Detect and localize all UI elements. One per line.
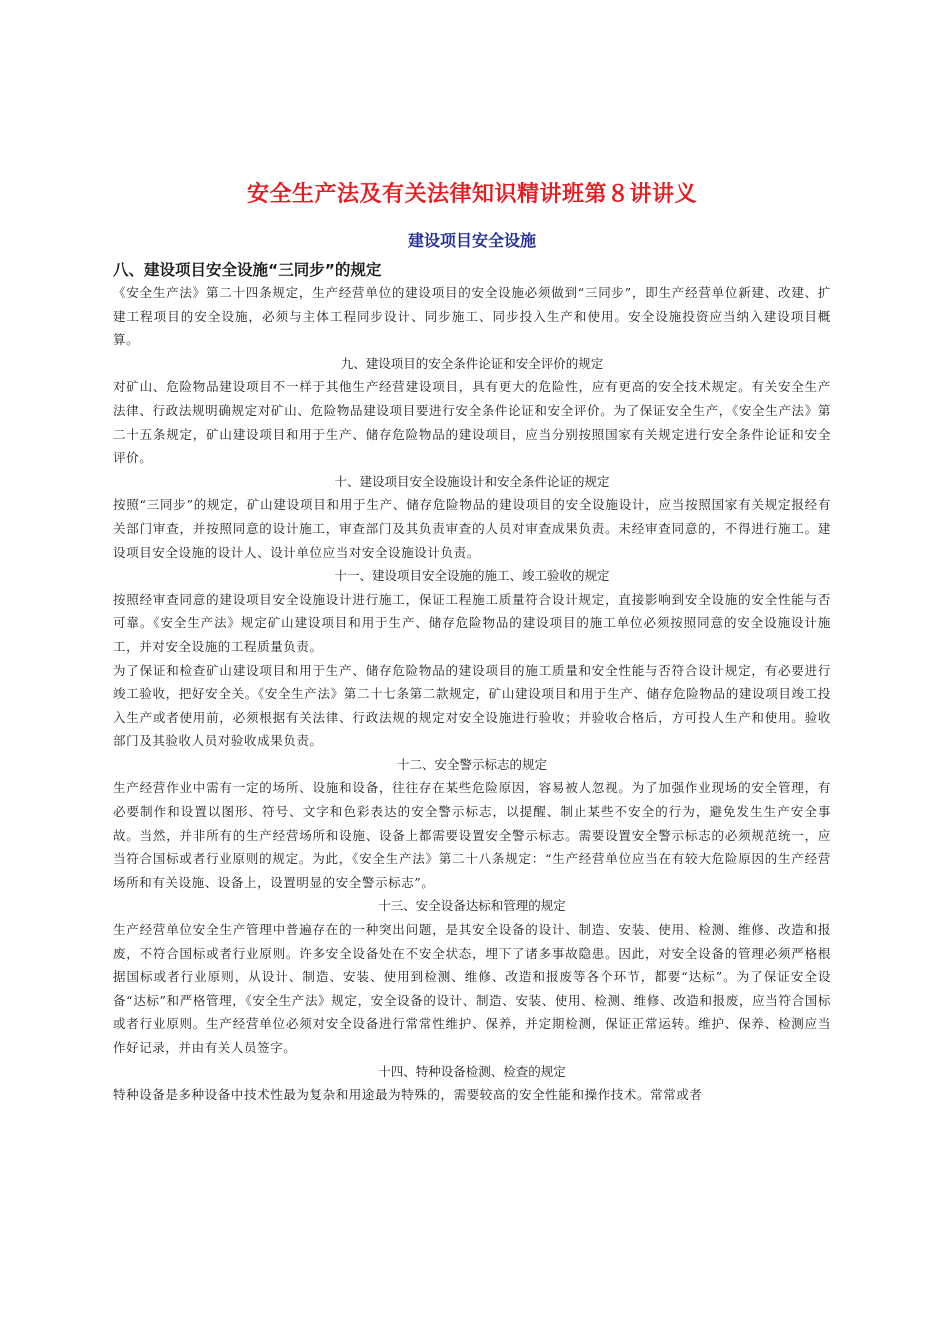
section-paragraph: 特种设备是多种设备中技术性最为复杂和用途最为特殊的，需要较高的安全性能和操作技术。常常或者 bbox=[113, 1087, 703, 1103]
section-heading: 九、建设项目的安全条件论证和安全评价的规定 bbox=[340, 355, 604, 371]
section-heading: 十三、安全设备达标和管理的规定 bbox=[378, 898, 566, 914]
section-heading: 十四、特种设备检测、检查的规定 bbox=[378, 1063, 566, 1079]
section-paragraph: 按照“三同步”的规定，矿山建设项目和用于生产、储存危险物品的建设项目的安全设施设计，应当按照国家有关规定报经有关部门审查，并按照同意的设计施工，审查部门及其负责审查的人员对审查成果负责。未经审查同意的，不得进行施工。建设项目安全设施的设计人、设计单位应当对安全设施设计负责。 bbox=[113, 497, 831, 560]
section-paragraph: 生产经营作业中需有一定的场所、设施和设备，往往存在某些危险原因，容易被人忽视。为了加强作业现场的安全管理，有必要制作和设置以图形、符号、文字和色彩表达的安全警示标志，以提醒、制止某些不安全的行为，避免发生生产安全事故。当然，并非所有的生产经营场所和设施、设备上都需要设置安全警示标志。需要设置安全警示标志的必须规范统一，应当符合国标或者行业原则的规定。为此，《安全生产法》第二十八条规定：“生产经营单位应当在有较大危险原因的生产经营场所和有关设施、设备上，设置明显的安全警示标志”。 bbox=[113, 780, 831, 890]
section-paragraph: 对矿山、危险物品建设项目不一样于其他生产经营建设项目，具有更大的危险性，应有更高的安全技术规定。有关安全生产法律、行政法规明确规定对矿山、危险物品建设项目要进行安全条件论证和安全评价。为了保证安全生产，《安全生产法》第二十五条规定，矿山建设项目和用于生产、储存危险物品的建设项目，应当分别按照国家有关规定进行安全条件论证和安全评价。 bbox=[113, 379, 831, 466]
document-subtitle: 建设项目安全设施 bbox=[407, 231, 536, 250]
document-page bbox=[113, 180, 831, 1107]
document-title: 安全生产法及有关法律知识精讲班第８讲讲义 bbox=[246, 182, 697, 207]
section-heading: 十二、安全警示标志的规定 bbox=[396, 756, 547, 772]
section-10 bbox=[113, 470, 831, 564]
section-8 bbox=[113, 259, 831, 352]
section-paragraph: 按照经审查同意的建设项目安全设施设计进行施工，保证工程施工质量符合设计规定，直接影响到安全设施的安全性能与否可靠。《安全生产法》规定矿山建设项目和用于生产、储存危险物品的建设项目的施工单位必须按照同意的安全设施设计施工，并对安全设施的工程质量负责。 bbox=[113, 591, 831, 654]
section-9 bbox=[113, 352, 831, 470]
section-paragraph: 为了保证和检查矿山建设项目和用于生产、储存危险物品的建设项目的施工质量和安全性能与否符合设计规定，有必要进行竣工验收，把好安全关。《安全生产法》第二十七条第二款规定，矿山建设项目和用于生产、储存危险物品的建设项目竣工投入生产或者使用前，必须根据有关法律、行政法规的规定对安全设施进行验收；并验收合格后，方可投人生产和使用。验收部门及其验收人员对验收成果负责。 bbox=[113, 662, 831, 749]
section-heading: 十、建设项目安全设施设计和安全条件论证的规定 bbox=[334, 473, 610, 489]
section-paragraph: 生产经营单位安全生产管理中普遍存在的一种突出问题，是其安全设备的设计、制造、安装、使用、检测、维修、改造和报废，不符合国标或者行业原则。许多安全设备处在不安全状态，埋下了诸多事故隐患。因此，对安全设备的管理必须严格根据国标或者行业原则，从设计、制造、安装、使用到检测、维修、改造和报废等各个环节，都要“达标”。为了保证安全设备“达标”和严格管理，《安全生产法》规定，安全设备的设计、制造、安装、使用、检测、维修、改造和报废，应当符合国标或者行业原则。生产经营单位必须对安全设备进行常常性维护、保养，并定期检测，保证正常运转。维护、保养、检测应当作好记录，并由有关人员签字。 bbox=[113, 922, 831, 1055]
section-14 bbox=[113, 1060, 831, 1107]
section-11 bbox=[113, 564, 831, 753]
section-13 bbox=[113, 894, 831, 1059]
section-heading: 八、建设项目安全设施“三同步”的规定 bbox=[113, 261, 382, 279]
section-heading: 十一、建设项目安全设施的施工、竣工验收的规定 bbox=[334, 568, 610, 584]
section-paragraph: 《安全生产法》第二十四条规定，生产经营单位的建设项目的安全设施必须做到“三同步”，即生产经营单位新建、改建、扩建工程项目的安全设施，必须与主体工程同步设计、同步施工、同步投入生产和使用。安全设施投资应当纳入建设项目概算。 bbox=[113, 285, 831, 348]
section-12 bbox=[113, 753, 831, 895]
